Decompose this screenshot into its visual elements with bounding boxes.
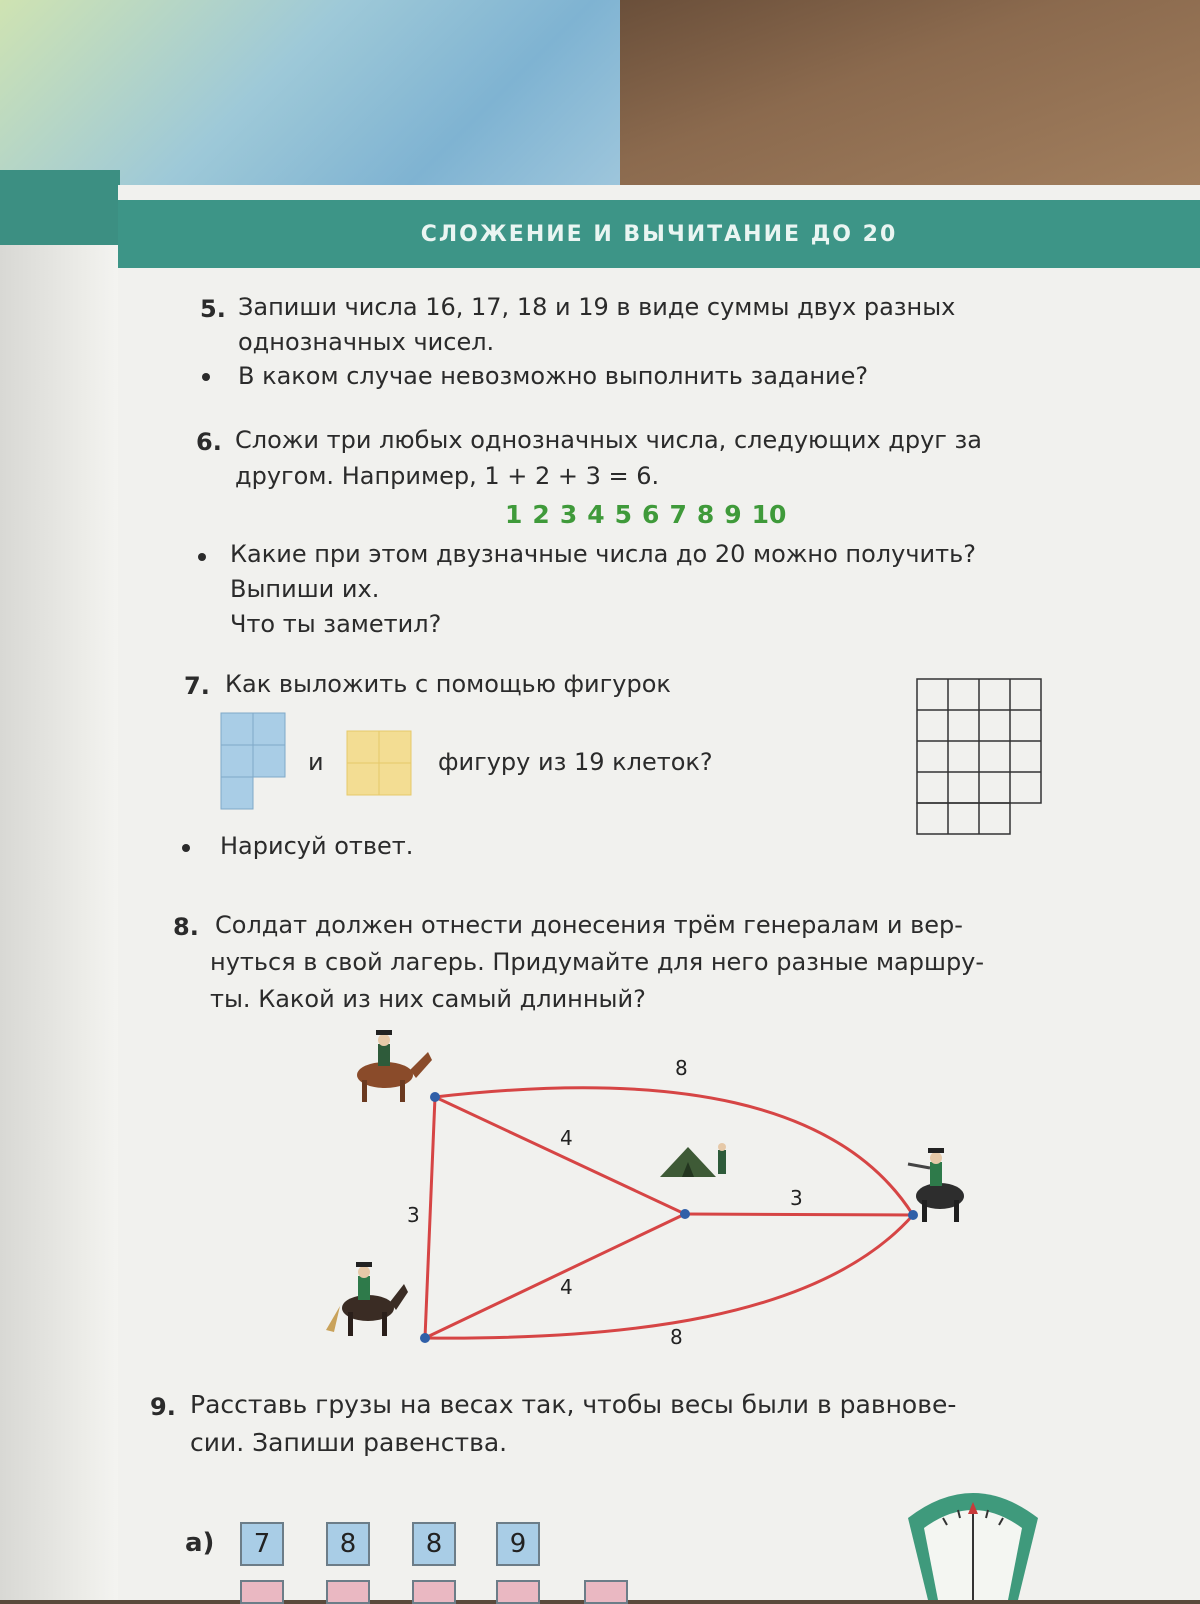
- task5-bullet: В каком случае невозможно выполнить задание?: [238, 362, 869, 390]
- task7-line1: Как выложить с помощью фигурок: [225, 670, 671, 698]
- sequence-number: 2: [532, 500, 550, 529]
- label-left: 3: [407, 1203, 420, 1227]
- weight-box-partial: [496, 1580, 540, 1604]
- label-top-arc: 8: [675, 1056, 688, 1080]
- blue-figure-piece: [220, 712, 288, 812]
- bullet-icon: [182, 844, 190, 852]
- weight-box: 9: [496, 1522, 540, 1566]
- weight-box: 8: [326, 1522, 370, 1566]
- node-general-top: [430, 1092, 440, 1102]
- header-band: [118, 200, 1200, 268]
- task5-line2: однозначных чисел.: [238, 328, 495, 356]
- background-desk: [620, 0, 1200, 200]
- sequence-number: 7: [669, 500, 687, 529]
- task7-line2: фигуру из 19 клеток?: [438, 748, 713, 776]
- route-bottom-arc: [425, 1215, 913, 1338]
- camp-tent-icon: [660, 1143, 726, 1177]
- task8-number: 8.: [173, 913, 199, 941]
- weight-box-partial: [326, 1580, 370, 1604]
- scales-icon: [898, 1478, 1048, 1600]
- route-diagram: [320, 1030, 1000, 1370]
- task6-bullet-line3: Что ты заметил?: [230, 610, 442, 638]
- weight-box-partial: [412, 1580, 456, 1604]
- task9-part-a-label: а): [185, 1528, 215, 1558]
- task9-number: 9.: [150, 1393, 176, 1421]
- node-camp: [680, 1209, 690, 1219]
- general-on-horse-icon: [326, 1262, 408, 1336]
- left-page: [0, 170, 120, 1600]
- route-lines: [425, 1088, 913, 1338]
- task6-bullet-line1: Какие при этом двузначные числа до 20 можно получить?: [230, 540, 976, 568]
- yellow-figure-piece: [346, 730, 414, 798]
- sequence-number: 4: [587, 500, 605, 529]
- weight-box-partial: [584, 1580, 628, 1604]
- sequence-number: 6: [642, 500, 660, 529]
- task5-line1: Запиши числа 16, 17, 18 и 19 в виде суммы двух разных: [238, 293, 956, 321]
- textbook-page: [118, 185, 1200, 1600]
- left-page-header-band: [0, 170, 120, 245]
- general-on-horse-icon: [357, 1030, 432, 1102]
- task9-line2: сии. Запиши равенства.: [190, 1428, 508, 1457]
- page-title: СЛОЖЕНИЕ И ВЫЧИТАНИЕ ДО 20: [420, 221, 898, 247]
- node-general-right: [908, 1210, 918, 1220]
- sequence-number: 10: [751, 500, 787, 529]
- task7-bullet: Нарисуй ответ.: [220, 832, 414, 860]
- task9-line1: Расставь грузы на весах так, чтобы весы были в равнове-: [190, 1390, 957, 1419]
- bullet-icon: [202, 373, 210, 381]
- sequence-number: 1: [505, 500, 523, 529]
- label-right: 3: [790, 1186, 803, 1210]
- route-left: [425, 1097, 435, 1338]
- task7-number: 7.: [184, 672, 210, 700]
- task7-and: и: [308, 748, 324, 776]
- target-figure-grid: [916, 678, 1048, 840]
- sequence-number: 9: [724, 500, 742, 529]
- task6-bullet-line2: Выпиши их.: [230, 575, 380, 603]
- task6-line2: другом. Например, 1 + 2 + 3 = 6.: [235, 462, 660, 490]
- label-bottom-arc: 8: [670, 1325, 683, 1349]
- general-on-horse-icon: [908, 1148, 964, 1222]
- sequence-number: 5: [614, 500, 633, 529]
- node-general-bottom: [420, 1333, 430, 1343]
- sequence-number: 3: [559, 500, 578, 529]
- weight-box: 8: [412, 1522, 456, 1566]
- task6-number: 6.: [196, 428, 222, 456]
- route-top-diagonal: [435, 1097, 685, 1214]
- weight-box-partial: [240, 1580, 284, 1604]
- sequence-number: 8: [696, 500, 715, 529]
- task5-number: 5.: [200, 295, 226, 323]
- task6-line1: Сложи три любых однозначных числа, следующих друг за: [235, 426, 983, 454]
- route-top-arc: [435, 1088, 913, 1215]
- route-bottom-diagonal: [425, 1214, 685, 1338]
- label-top-diagonal: 4: [560, 1126, 573, 1150]
- route-right: [685, 1214, 913, 1215]
- weight-box: 7: [240, 1522, 284, 1566]
- task8-line2: нуться в свой лагерь. Придумайте для него разные маршру-: [210, 948, 985, 976]
- task8-line1: Солдат должен отнести донесения трём генералам и вер-: [215, 911, 963, 939]
- bullet-icon: [198, 553, 206, 561]
- task8-line3: ты. Какой из них самый длинный?: [210, 985, 646, 1013]
- label-bottom-diagonal: 4: [560, 1275, 573, 1299]
- number-sequence: [505, 500, 786, 529]
